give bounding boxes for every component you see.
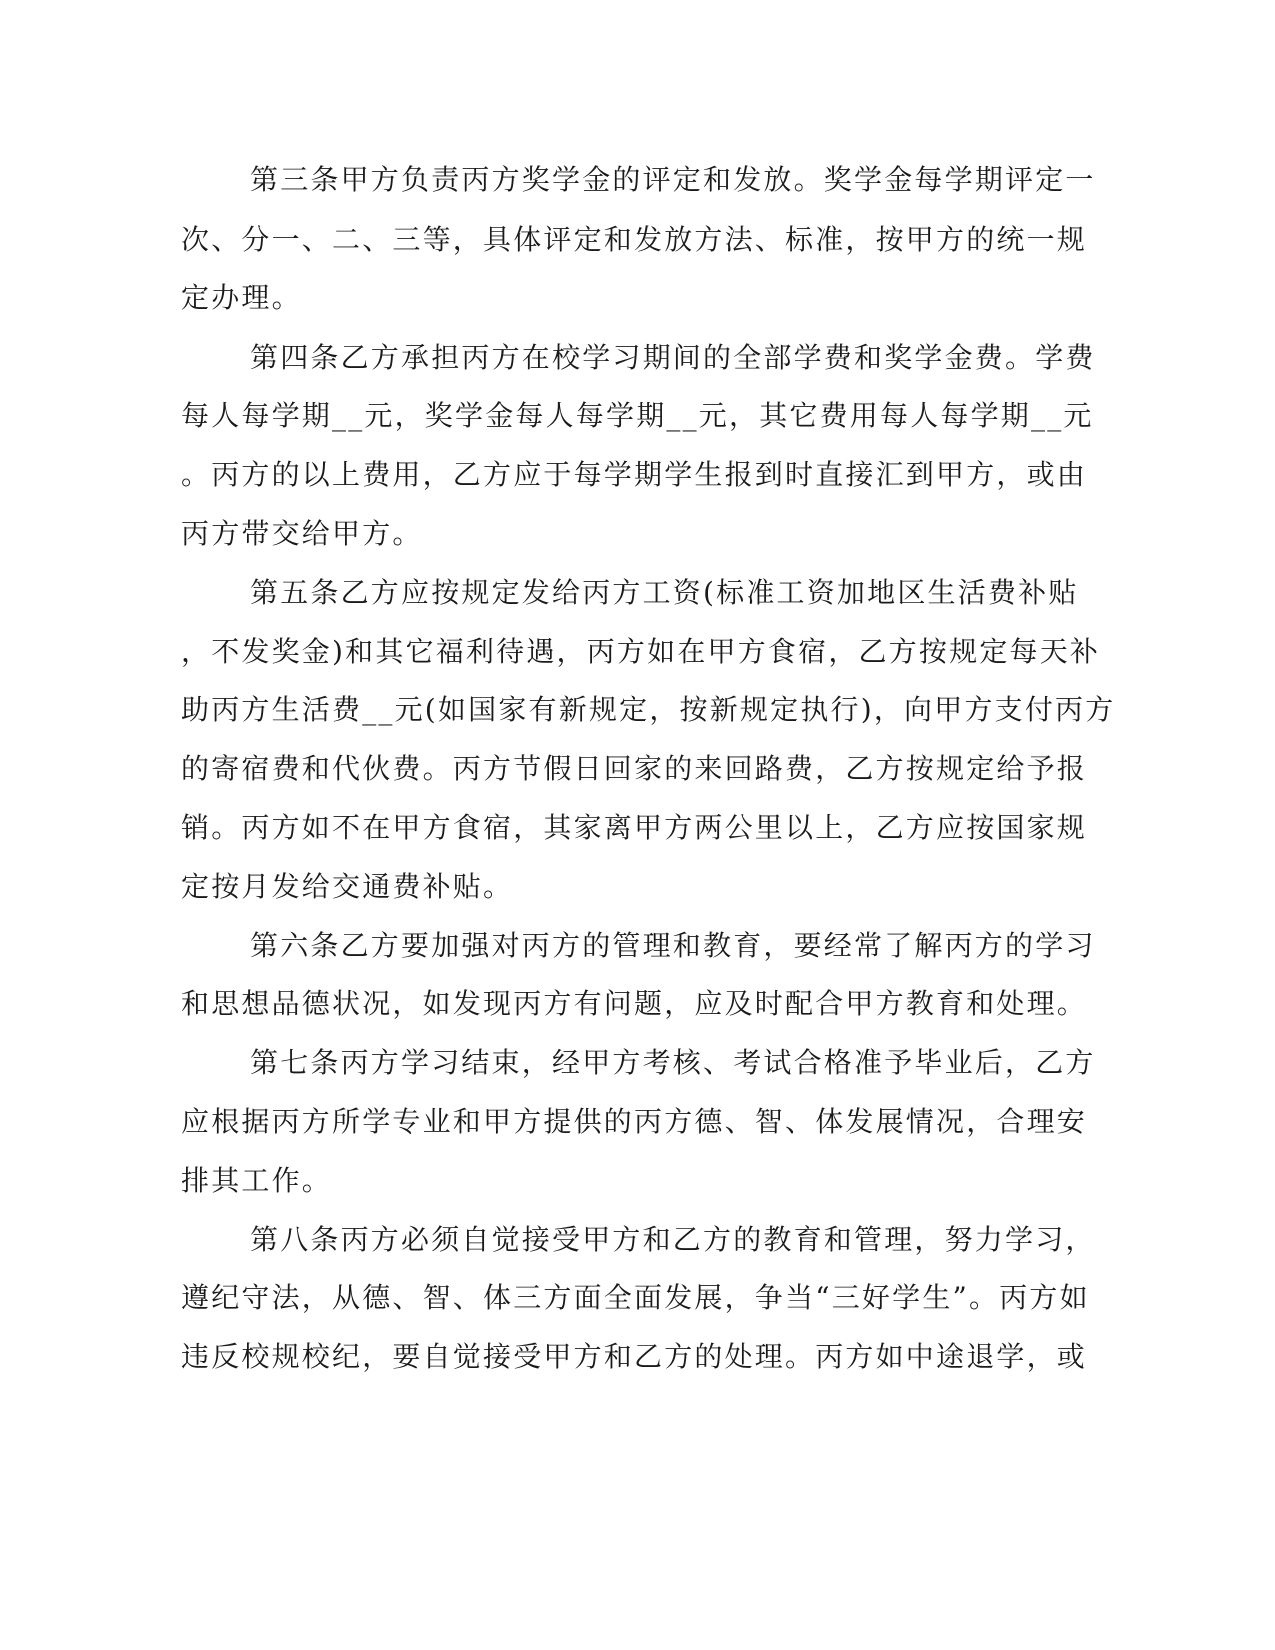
paragraph-5-line-1: 第五条乙方应按规定发给丙方工资(标准工资加地区生活费补贴 <box>250 576 1079 609</box>
paragraph-8-line-3: 违反校规校纪，要自觉接受甲方和乙方的处理。丙方如中途退学，或 <box>181 1340 1088 1373</box>
paragraph-5-line-3: 助丙方生活费__元(如国家有新规定，按新规定执行)，向甲方支付丙方 <box>181 693 1116 726</box>
paragraph-7-line-1: 第七条丙方学习结束，经甲方考核、考试合格准予毕业后，乙方 <box>250 1046 1096 1079</box>
paragraph-4-line-1: 第四条乙方承担丙方在校学习期间的全部学费和奖学金费。学费 <box>250 341 1096 374</box>
paragraph-4-line-3: 。丙方的以上费用，乙方应于每学期学生报到时直接汇到甲方，或由 <box>181 458 1088 491</box>
paragraph-3-line-1: 第三条甲方负责丙方奖学金的评定和发放。奖学金每学期评定一 <box>250 163 1096 196</box>
paragraph-7-line-3: 排其工作。 <box>181 1164 333 1197</box>
paragraph-7-line-2: 应根据丙方所学专业和甲方提供的丙方德、智、体发展情况，合理安 <box>181 1105 1088 1138</box>
paragraph-5-line-5: 销。丙方如不在甲方食宿，其家离甲方两公里以上，乙方应按国家规 <box>181 811 1088 844</box>
paragraph-5-line-6: 定按月发给交通费补贴。 <box>181 870 514 903</box>
paragraph-5-line-2: ，不发奖金)和其它福利待遇，丙方如在甲方食宿，乙方按规定每天补 <box>181 635 1101 668</box>
paragraph-3-line-3: 定办理。 <box>181 281 302 314</box>
paragraph-8-line-1: 第八条丙方必须自觉接受甲方和乙方的教育和管理，努力学习， <box>250 1223 1096 1256</box>
paragraph-8-line-2: 遵纪守法，从德、智、体三方面全面发展，争当“三好学生”。丙方如 <box>181 1281 1090 1314</box>
paragraph-4-line-2: 每人每学期__元，奖学金每人每学期__元，其它费用每人每学期__元 <box>181 399 1094 432</box>
paragraph-6-line-2: 和思想品德状况，如发现丙方有问题，应及时配合甲方教育和处理。 <box>181 987 1088 1020</box>
paragraph-6-line-1: 第六条乙方要加强对丙方的管理和教育，要经常了解丙方的学习 <box>250 929 1096 962</box>
paragraph-4-line-4: 丙方带交给甲方。 <box>181 517 423 550</box>
paragraph-5-line-4: 的寄宿费和代伙费。丙方节假日回家的来回路费，乙方按规定给予报 <box>181 752 1088 785</box>
paragraph-3-line-2: 次、分一、二、三等，具体评定和发放方法、标准，按甲方的统一规 <box>181 223 1088 256</box>
